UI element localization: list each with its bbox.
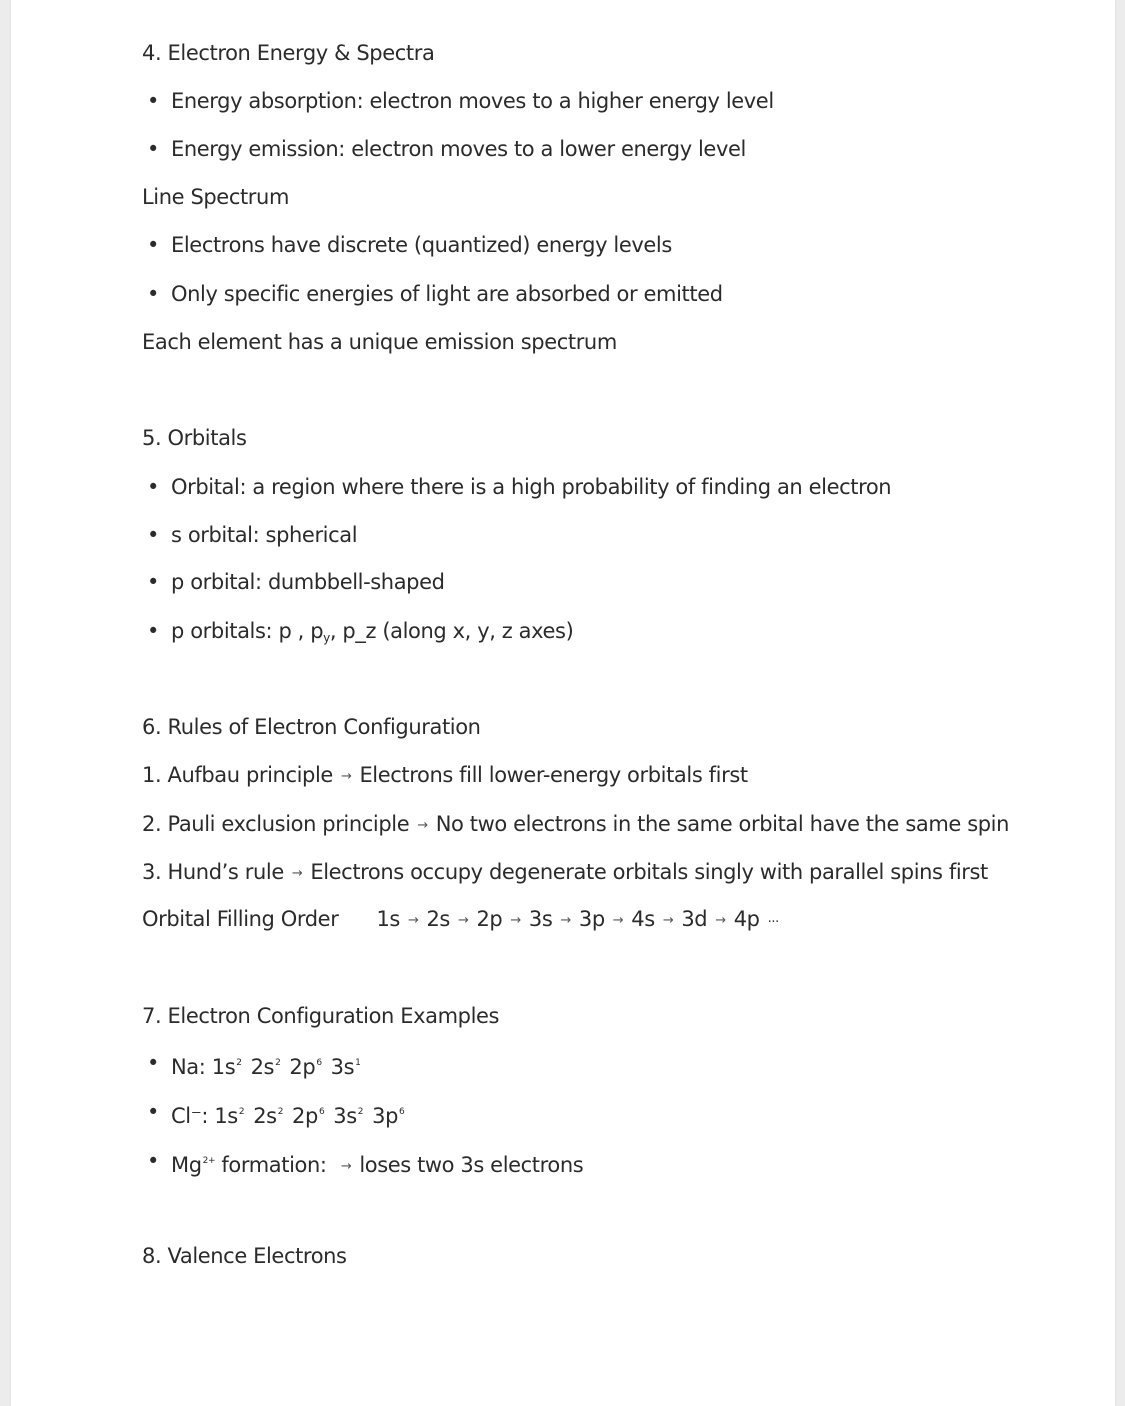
config-term-base: 1s	[214, 1104, 238, 1128]
list-item-p-orbitals	[171, 617, 573, 652]
orbital-label: 3d	[681, 907, 708, 931]
orbital-label: 3s	[528, 907, 553, 931]
config-term	[372, 1104, 404, 1128]
config-term-superscript: 2	[275, 1058, 281, 1068]
rule-item	[142, 761, 748, 791]
orbital-label: 2p	[476, 907, 503, 931]
mg-base: Mg	[171, 1153, 202, 1177]
section-5-heading: 5. Orbitals	[142, 426, 247, 450]
config-term-superscript: 1	[355, 1058, 361, 1068]
orbital-label: 3p	[578, 907, 605, 931]
orbital-label: 2s	[426, 907, 450, 931]
config-term-superscript: 2	[357, 1107, 364, 1117]
config-term-base: 2s	[250, 1055, 275, 1079]
ellipsis: ···	[767, 915, 779, 930]
rule-description: Electrons fill lower-energy orbitals first	[359, 763, 748, 787]
section-8-heading: 8. Valence Electrons	[142, 1244, 347, 1268]
list-item: Energy emission: electron moves to a lower energy level	[171, 137, 746, 161]
list-item-mg	[171, 1147, 583, 1181]
config-term-superscript: 2	[236, 1058, 242, 1068]
config-term-superscript: 2	[238, 1107, 245, 1117]
mg-label: formation:	[215, 1153, 333, 1177]
orbital-label: 4s	[631, 907, 655, 931]
config-term-base: 2p	[292, 1104, 318, 1128]
arrow-right-icon: →	[612, 913, 624, 928]
mg-charge: 2+	[202, 1156, 216, 1166]
list-item-na	[171, 1049, 361, 1081]
config-term	[331, 1055, 361, 1079]
config-term	[253, 1104, 283, 1128]
orbital-label: 1s	[376, 907, 400, 931]
arrow-right-icon: →	[407, 913, 419, 928]
config-term-superscript: 6	[316, 1058, 322, 1068]
mg-result: loses two 3s electrons	[359, 1153, 584, 1177]
list-item: Only specific energies of light are absorbed or emitted	[171, 282, 723, 306]
p-orbitals-suffix: , p_z (along x, y, z axes)	[329, 619, 574, 643]
rule-name: 3. Hund’s rule	[142, 860, 284, 884]
arrow-right-icon: →	[457, 913, 469, 928]
bullet-icon: •	[147, 137, 160, 161]
config-term-base: 1s	[211, 1055, 236, 1079]
rule-description: Electrons occupy degenerate orbitals singly with parallel spins first	[310, 860, 988, 884]
config-term	[251, 1055, 281, 1079]
bullet-icon: •	[147, 1051, 160, 1075]
section-4-closing: Each element has a unique emission spectrum	[142, 330, 617, 354]
list-item: p orbital: dumbbell-shaped	[171, 570, 445, 594]
arrow-right-icon: →	[340, 1159, 352, 1174]
arrow-right-icon: →	[291, 866, 303, 881]
config-term-base: 3p	[372, 1104, 399, 1128]
section-4-heading: 4. Electron Energy & Spectra	[142, 41, 435, 65]
bullet-icon: •	[147, 523, 160, 547]
line-spectrum-subheading: Line Spectrum	[142, 185, 289, 209]
na-label: Na:	[171, 1055, 212, 1079]
bullet-icon: •	[147, 233, 160, 257]
config-term	[214, 1104, 244, 1128]
bullet-icon: •	[147, 619, 160, 643]
document-page	[11, 0, 1115, 1406]
config-term	[212, 1055, 242, 1079]
filling-order-label: Orbital Filling Order	[142, 907, 339, 931]
list-item: Energy absorption: electron moves to a higher energy level	[171, 89, 774, 113]
list-item: s orbital: spherical	[171, 523, 358, 547]
rule-name: 1. Aufbau principle	[142, 763, 333, 787]
p-orbitals-subscript: y	[323, 631, 330, 645]
section-6-heading: 6. Rules of Electron Configuration	[142, 715, 481, 739]
rule-item	[142, 810, 1009, 840]
arrow-right-icon: →	[662, 913, 674, 928]
list-item: Electrons have discrete (quantized) energy levels	[171, 233, 672, 257]
na-configuration	[212, 1055, 361, 1079]
section-7-heading: 7. Electron Configuration Examples	[142, 1004, 500, 1028]
rule-item	[142, 858, 988, 888]
cl-label: Cl⁻:	[171, 1104, 215, 1128]
config-term-superscript: 6	[399, 1107, 405, 1117]
filling-order-sequence	[376, 907, 778, 931]
bullet-icon: •	[147, 1100, 160, 1124]
cl-configuration	[214, 1104, 404, 1128]
list-item: Orbital: a region where there is a high probability of finding an electron	[171, 475, 892, 499]
arrow-right-icon: →	[417, 818, 428, 833]
arrow-right-icon: →	[560, 913, 571, 928]
config-term-base: 3s	[333, 1104, 357, 1128]
config-term-superscript: 2	[277, 1107, 284, 1117]
p-orbitals-prefix: p orbitals: p , p	[171, 619, 324, 643]
arrow-right-icon: →	[340, 769, 352, 784]
config-term-superscript: 6	[318, 1107, 325, 1117]
rule-description: No two electrons in the same orbital have the same spin	[435, 812, 1010, 836]
config-term-base: 2s	[253, 1104, 277, 1128]
config-term	[289, 1055, 321, 1079]
bullet-icon: •	[147, 282, 160, 306]
config-term-base: 3s	[330, 1055, 355, 1079]
bullet-icon: •	[147, 475, 160, 499]
config-term-base: 2p	[289, 1055, 316, 1079]
arrow-right-icon: →	[510, 913, 521, 928]
bullet-icon: •	[147, 89, 160, 113]
orbital-label: 4p	[733, 907, 760, 931]
config-term	[333, 1104, 363, 1128]
arrow-right-icon: →	[715, 913, 726, 928]
bullet-icon: •	[147, 1149, 160, 1173]
rule-name: 2. Pauli exclusion principle	[142, 812, 410, 836]
bullet-icon: •	[147, 570, 160, 594]
list-item-cl	[171, 1098, 404, 1130]
config-term	[292, 1104, 324, 1128]
filling-order-row	[142, 905, 779, 937]
